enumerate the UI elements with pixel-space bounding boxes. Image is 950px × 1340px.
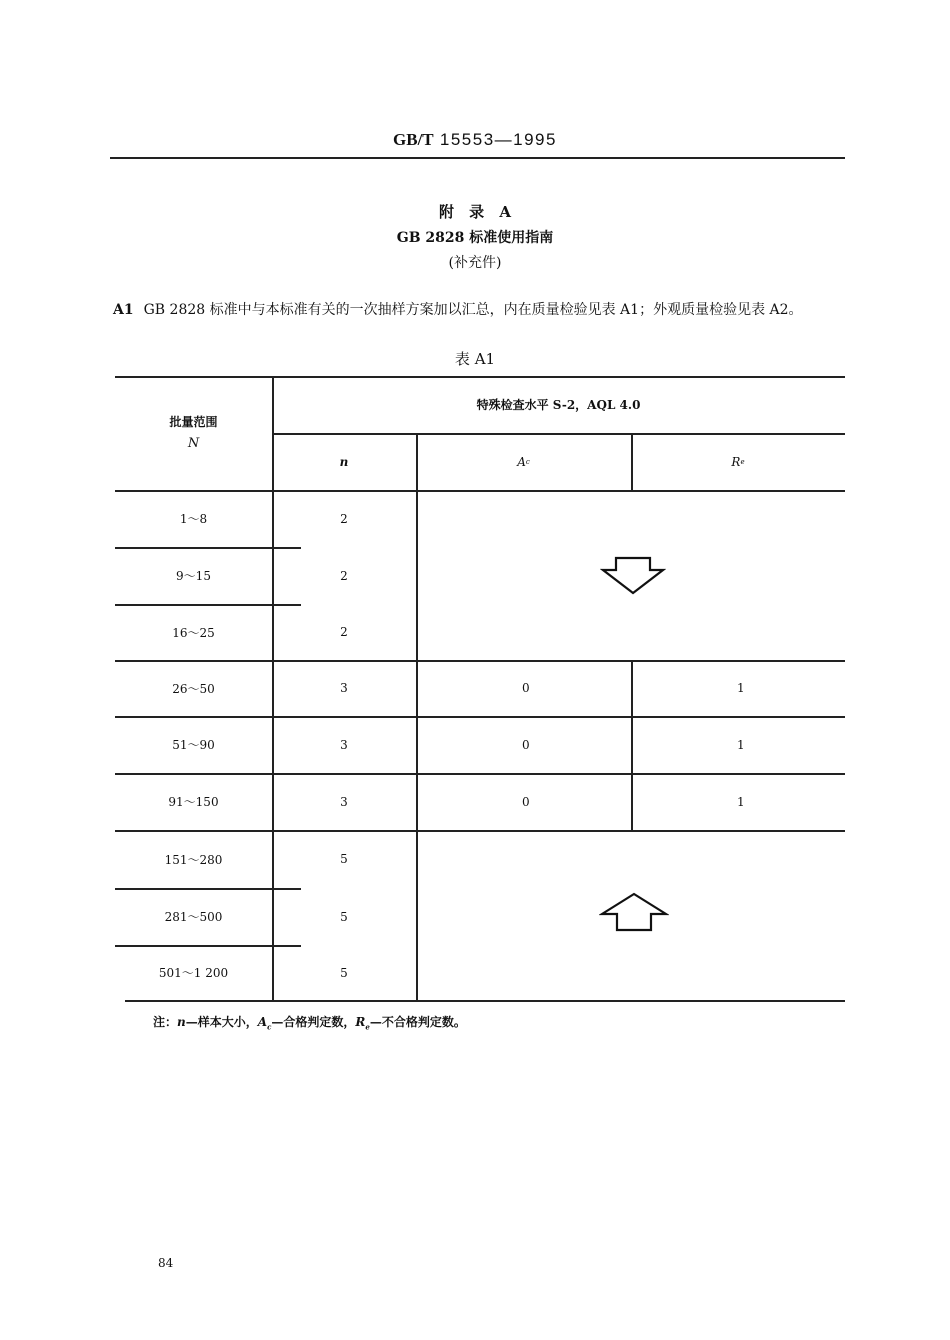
table-row-n: 3 bbox=[340, 794, 348, 809]
header-sample-size: n bbox=[339, 454, 349, 469]
table-row-n: 3 bbox=[340, 737, 348, 752]
table-row-lot-range: 151～280 bbox=[164, 852, 223, 867]
appendix-note: (补充件) bbox=[448, 255, 502, 271]
header-acceptance: A c bbox=[517, 454, 530, 469]
table-row-re: 1 bbox=[737, 737, 745, 752]
table-row-lot-range: 1～8 bbox=[179, 512, 208, 526]
table-row-lot-range: 281～500 bbox=[164, 910, 223, 924]
table-row-n: 2 bbox=[340, 568, 348, 583]
down-arrow-icon bbox=[600, 556, 666, 596]
lot-range-symbol: N bbox=[187, 436, 200, 451]
header-inspection-level: 特殊检查水平 S-2，AQL 4.0 bbox=[476, 398, 641, 412]
table-row-lot-range: 9～15 bbox=[176, 569, 211, 583]
header-lot-range bbox=[115, 376, 272, 490]
table-row-re: 1 bbox=[737, 794, 745, 809]
table-row-ac: 0 bbox=[522, 681, 530, 695]
up-arrow-icon bbox=[599, 892, 669, 932]
paragraph-text: GB 2828 标准中与本标准有关的一次抽样方案加以汇总，内在质量检验见表 A1；外观质量检验见表 A2。 bbox=[143, 302, 803, 318]
table-row-n: 2 bbox=[340, 625, 348, 639]
table-row-lot-range: 91～150 bbox=[168, 795, 219, 809]
paragraph-number: A1 bbox=[113, 302, 134, 318]
paragraph-a1 bbox=[113, 298, 848, 323]
document-header bbox=[0, 130, 950, 150]
table-row-ac: 0 bbox=[522, 794, 530, 809]
table-row-n: 5 bbox=[340, 909, 348, 924]
table-row-n: 5 bbox=[340, 852, 348, 866]
table-row-re: 1 bbox=[737, 681, 745, 695]
sampling-table bbox=[115, 376, 845, 1001]
table-row-lot-range: 501～1 200 bbox=[158, 966, 229, 980]
table-bottom-border bbox=[125, 1000, 845, 1002]
standard-prefix: GB/T bbox=[393, 130, 434, 149]
appendix-title: 附 录 A bbox=[438, 203, 512, 221]
table-row-lot-range: 26～50 bbox=[172, 681, 215, 696]
table-footnote: 注：n—样本大小，$A_c—$合格判定数，$R_e—$不合格判定数。 bbox=[153, 1015, 466, 1032]
table-row-ac: 0 bbox=[522, 737, 530, 752]
page-number: 84 bbox=[158, 1256, 174, 1270]
appendix-subtitle: GB 2828 标准使用指南 bbox=[396, 230, 554, 246]
standard-number: 15553—1995 bbox=[439, 130, 557, 149]
table-row-lot-range: 51～90 bbox=[172, 738, 215, 752]
table-row-lot-range: 16～25 bbox=[172, 625, 215, 640]
table-row-n: 5 bbox=[340, 965, 348, 980]
table-caption: 表 A1 bbox=[454, 350, 496, 368]
header-rule bbox=[110, 157, 845, 159]
lot-range-label: 批量范围 bbox=[169, 415, 218, 429]
table-row-n: 3 bbox=[340, 681, 348, 695]
table-row-n: 2 bbox=[340, 511, 348, 526]
header-rejection: R e bbox=[731, 454, 745, 469]
